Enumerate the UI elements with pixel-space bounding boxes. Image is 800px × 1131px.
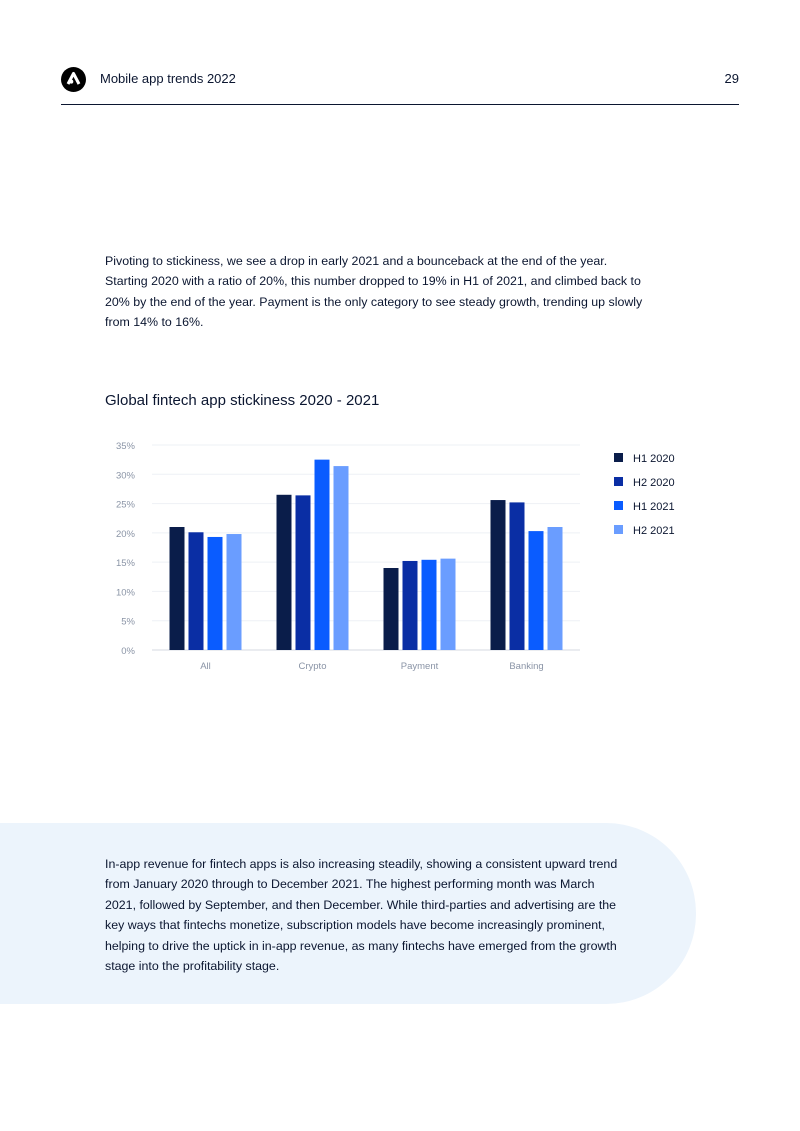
x-tick-label: Banking bbox=[509, 661, 544, 672]
bar bbox=[548, 527, 563, 650]
bar bbox=[277, 495, 292, 650]
page-number: 29 bbox=[724, 71, 739, 86]
bar bbox=[227, 534, 242, 650]
bar bbox=[189, 532, 204, 650]
legend-swatch bbox=[614, 501, 623, 510]
bar bbox=[403, 561, 418, 650]
y-tick-label: 35% bbox=[115, 441, 135, 452]
x-tick-label: All bbox=[200, 661, 211, 672]
bar bbox=[334, 466, 349, 650]
bar bbox=[296, 495, 311, 650]
x-tick-label: Crypto bbox=[298, 661, 327, 672]
legend-label: H2 2020 bbox=[633, 477, 675, 489]
bar bbox=[170, 527, 185, 650]
y-tick-label: 30% bbox=[115, 470, 135, 482]
bar bbox=[208, 537, 223, 650]
y-tick-label: 0% bbox=[121, 646, 135, 657]
document-title: Mobile app trends 2022 bbox=[100, 71, 236, 86]
bar bbox=[422, 560, 437, 650]
legend-label: H1 2021 bbox=[633, 501, 675, 513]
legend-swatch bbox=[614, 477, 623, 486]
y-tick-label: 25% bbox=[115, 499, 135, 511]
y-tick-label: 20% bbox=[115, 528, 135, 540]
y-tick-label: 10% bbox=[115, 587, 135, 599]
bar bbox=[491, 500, 506, 650]
x-tick-label: Payment bbox=[400, 661, 439, 672]
bar bbox=[510, 502, 525, 650]
bar bbox=[315, 460, 330, 650]
outro-paragraph: In-app revenue for fintech apps is also increasing steadily, showing a consistent upward trend from January 2020 through to December 2021. The highest performing month was March 2021, followed by September, and then December. While third-parties and advertising are the key ways that fintechs monetize, subscription models have become increasingly prominent, helping to drive the uptick in in-app revenue, as many fintechs have emerged from the growth stage into the profitability stage. bbox=[105, 857, 618, 974]
chart-title: Global fintech app stickiness 2020 - 2021 bbox=[105, 392, 380, 409]
legend-label: H1 2020 bbox=[633, 453, 675, 465]
legend-swatch bbox=[614, 453, 623, 462]
legend-swatch bbox=[614, 525, 623, 534]
bar bbox=[384, 568, 399, 650]
y-tick-label: 15% bbox=[115, 558, 135, 570]
bar bbox=[441, 559, 456, 650]
intro-paragraph: Pivoting to stickiness, we see a drop in early 2021 and a bounceback at the end of the year. Starting 2020 with a ratio of 20%, this number dropped to 19% in H1 of 2021, and climbed back to 20% by the end of the year. Payment is the only category to see steady growth, trending up slowly from 14% to 16%. bbox=[105, 254, 643, 330]
bar bbox=[529, 531, 544, 650]
legend-label: H2 2021 bbox=[633, 525, 675, 537]
y-tick-label: 5% bbox=[121, 616, 135, 628]
